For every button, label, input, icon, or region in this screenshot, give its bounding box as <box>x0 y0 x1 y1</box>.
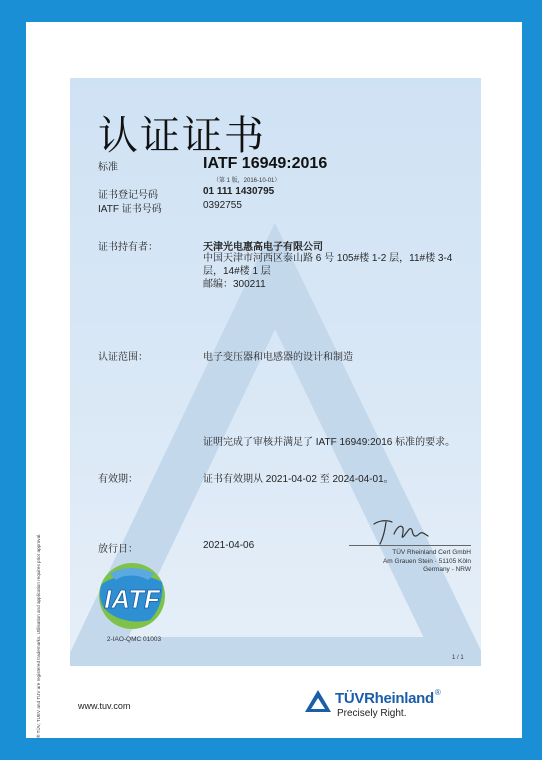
tuv-brand <box>335 690 441 707</box>
signature <box>370 512 450 546</box>
iatf-logo <box>90 558 176 634</box>
issuer-region: Germany - NRW <box>423 566 471 573</box>
tuv-registered-mark: ® <box>434 688 441 697</box>
issuer-name: TÜV Rheinland Cert GmbH <box>392 549 471 556</box>
standard-label: 标准 <box>98 162 118 173</box>
iatf-number-value: 0392755 <box>203 200 242 211</box>
issuer-street: Am Grauen Stein · 51105 Köln <box>382 557 471 565</box>
validity-label: 有效期： <box>98 474 138 485</box>
holder-name: 天津光电惠高电子有限公司 <box>203 242 323 253</box>
holder-label: 证书持有者： <box>98 242 158 253</box>
iatf-logo-text: IATF <box>104 584 160 614</box>
compliance-statement: 证明完成了审核并满足了 IATF 16949:2016 标准的要求。 <box>203 437 456 448</box>
holder-address: 中国天津市河西区泰山路 6 号 105#楼 1-2 层，11#楼 3-4 层，14#楼 1 层 <box>203 253 453 277</box>
tuv-triangle-icon <box>303 688 333 714</box>
issuer-block <box>330 549 471 575</box>
registration-number-label: 证书登记号码 <box>98 190 158 201</box>
registration-number-value: 01 111 1430795 <box>203 186 275 197</box>
certificate-title: 认证证书 <box>98 113 266 159</box>
validity-value: 证书有效期从 2021-04-02 至 2024-04-01。 <box>203 474 394 485</box>
signature-line <box>349 545 471 546</box>
standard-edition: （第 1 版，2016-10-01） <box>213 178 281 184</box>
standard-value: IATF 16949:2016 <box>203 155 328 172</box>
issue-date-value: 2021-04-06 <box>203 540 255 551</box>
issue-date-label: 放行日： <box>98 544 138 555</box>
page-number: 1 / 1 <box>452 655 464 661</box>
holder-postcode: 邮编：300211 <box>203 279 266 290</box>
iatf-number-label: IATF 证书号码 <box>98 204 162 215</box>
scope-label: 认证范围： <box>98 352 148 363</box>
tuv-tagline: Precisely Right. <box>337 708 407 719</box>
scope-value: 电子变压器和电感器的设计和制造 <box>203 352 353 363</box>
trademark-note: ® TÜV, TUEV and TUV are registered trademarks. Utilisation and application requires prior approval. <box>36 533 41 738</box>
footer-url[interactable]: www.tuv.com <box>78 701 131 711</box>
iatf-code: 2-IAO-QMC 01003 <box>106 636 162 643</box>
tuv-brand-text: TÜVRheinland <box>335 690 434 707</box>
holder-address-block <box>203 252 473 291</box>
